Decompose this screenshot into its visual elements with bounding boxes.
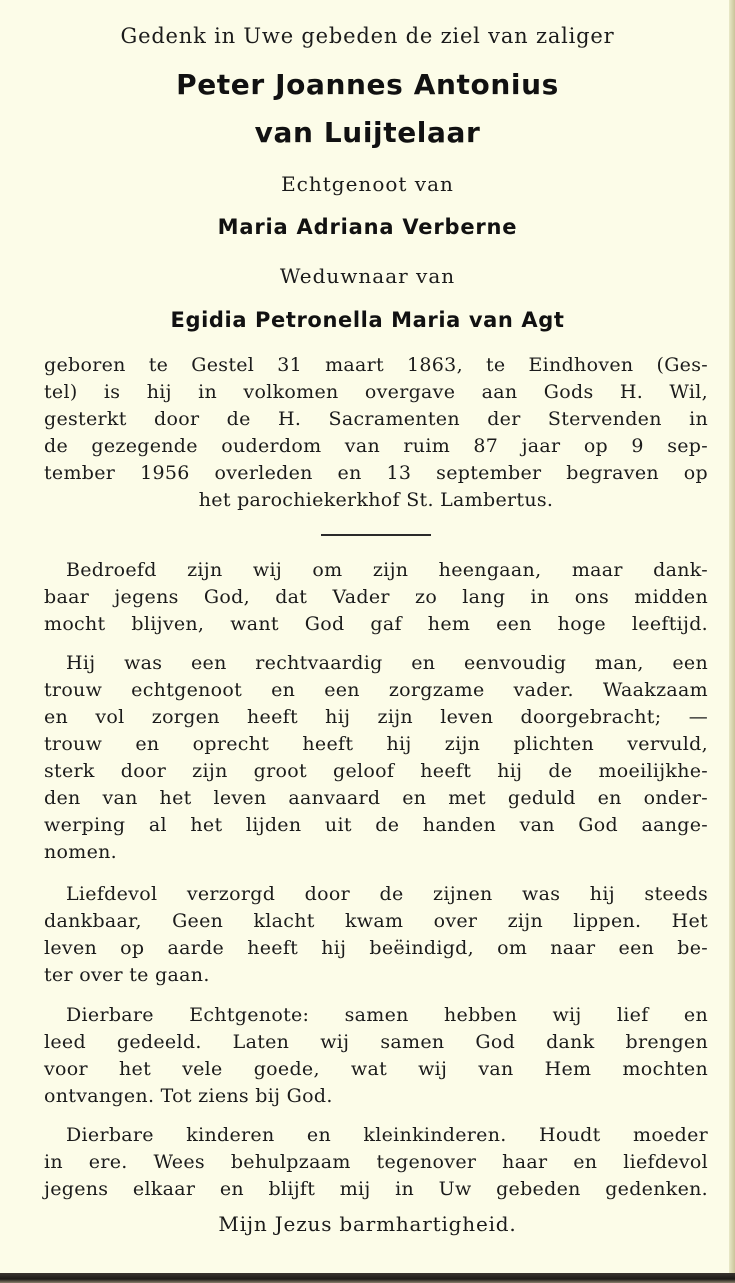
- deceased-name-line-1: Peter Joannes Antonius: [176, 68, 559, 101]
- paragraph-line: den van het leven aanvaard en met geduld en onder-: [44, 787, 708, 809]
- biography-line: de gezegende ouderdom van ruim 87 jaar op 9 sep-: [44, 435, 708, 457]
- biography-line: tel) is hij in volkomen overgave aan Gods H. Wil,: [44, 381, 708, 403]
- paragraph-line: trouw en oprecht heeft hij zijn plichten vervuld,: [44, 733, 708, 755]
- paragraph-line: Liefdevol verzorgd door de zijnen was hij steeds: [66, 883, 708, 905]
- spouse-name: Maria Adriana Verberne: [217, 215, 518, 239]
- paragraph-line: Bedroefd zijn wij om zijn heengaan, maar dank-: [66, 559, 708, 581]
- paragraph-line: werping al het lijden uit de handen van God aange-: [44, 814, 708, 836]
- divider-rule: [321, 534, 431, 536]
- late-spouse-name: Egidia Petronella Maria van Agt: [170, 308, 565, 332]
- paragraph-line: en vol zorgen heeft hij zijn leven doorgebracht; —: [44, 706, 708, 728]
- biography-line: tember 1956 overleden en 13 september begraven op: [44, 462, 708, 484]
- paragraph-line: dankbaar, Geen klacht kwam over zijn lippen. Het: [44, 910, 708, 932]
- paragraph-line: voor het vele goede, wat wij van Hem mochten: [44, 1058, 708, 1080]
- paragraph-2: [44, 650, 708, 866]
- biography-line: het parochiekerkhof St. Lambertus.: [198, 489, 554, 511]
- paragraph-line: leven op aarde heeft hij beëindigd, om naar een be-: [44, 937, 708, 959]
- paragraph-5: [44, 1122, 708, 1203]
- paragraph-line: leed gedeeld. Laten wij samen God dank brengen: [44, 1031, 708, 1053]
- card-bottom-edge: [0, 1273, 735, 1283]
- relation-widower-label: Weduwnaar van: [279, 264, 456, 288]
- paragraph-line: Hij was een rechtvaardig en eenvoudig man, een: [66, 652, 708, 674]
- paragraph-line: sterk door zijn groot geloof heeft hij de moeilijkhe-: [44, 760, 708, 782]
- closing-prayer: Mijn Jezus barmhartigheid.: [218, 1212, 517, 1236]
- biography-line: geboren te Gestel 31 maart 1863, te Eindhoven (Ges-: [44, 354, 708, 376]
- paragraph-line: Dierbare kinderen en kleinkinderen. Houdt moeder: [66, 1124, 708, 1146]
- relation-spouse-label: Echtgenoot van: [281, 172, 454, 196]
- paragraph-line: baar jegens God, dat Vader zo lang in ons midden: [44, 586, 708, 608]
- paragraph-line: in ere. Wees behulpzaam tegenover haar en liefdevol: [44, 1151, 708, 1173]
- biography-line: gesterkt door de H. Sacramenten der Stervenden in: [44, 408, 708, 430]
- paragraph-3: [44, 881, 708, 989]
- paragraph-line: jegens elkaar en blijft mij in Uw gebeden gedenken.: [44, 1178, 708, 1200]
- deceased-name-line-2: van Luijtelaar: [254, 116, 481, 149]
- card-right-edge: [729, 0, 735, 1283]
- paragraph-line: ter over te gaan.: [44, 964, 210, 986]
- paragraph-line: mocht blijven, want God gaf hem een hoge leeftijd.: [44, 613, 708, 635]
- paragraph-line: nomen.: [44, 841, 118, 863]
- paragraph-1: [44, 557, 708, 638]
- intro-line: Gedenk in Uwe gebeden de ziel van zaliger: [120, 24, 615, 48]
- paragraph-line: trouw echtgenoot en een zorgzame vader. Waakzaam: [44, 679, 708, 701]
- paragraph-4: [44, 1002, 708, 1110]
- paragraph-line: ontvangen. Tot ziens bij God.: [44, 1085, 333, 1107]
- paragraph-line: Dierbare Echtgenote: samen hebben wij lief en: [66, 1004, 708, 1026]
- biography-paragraph: [44, 352, 708, 514]
